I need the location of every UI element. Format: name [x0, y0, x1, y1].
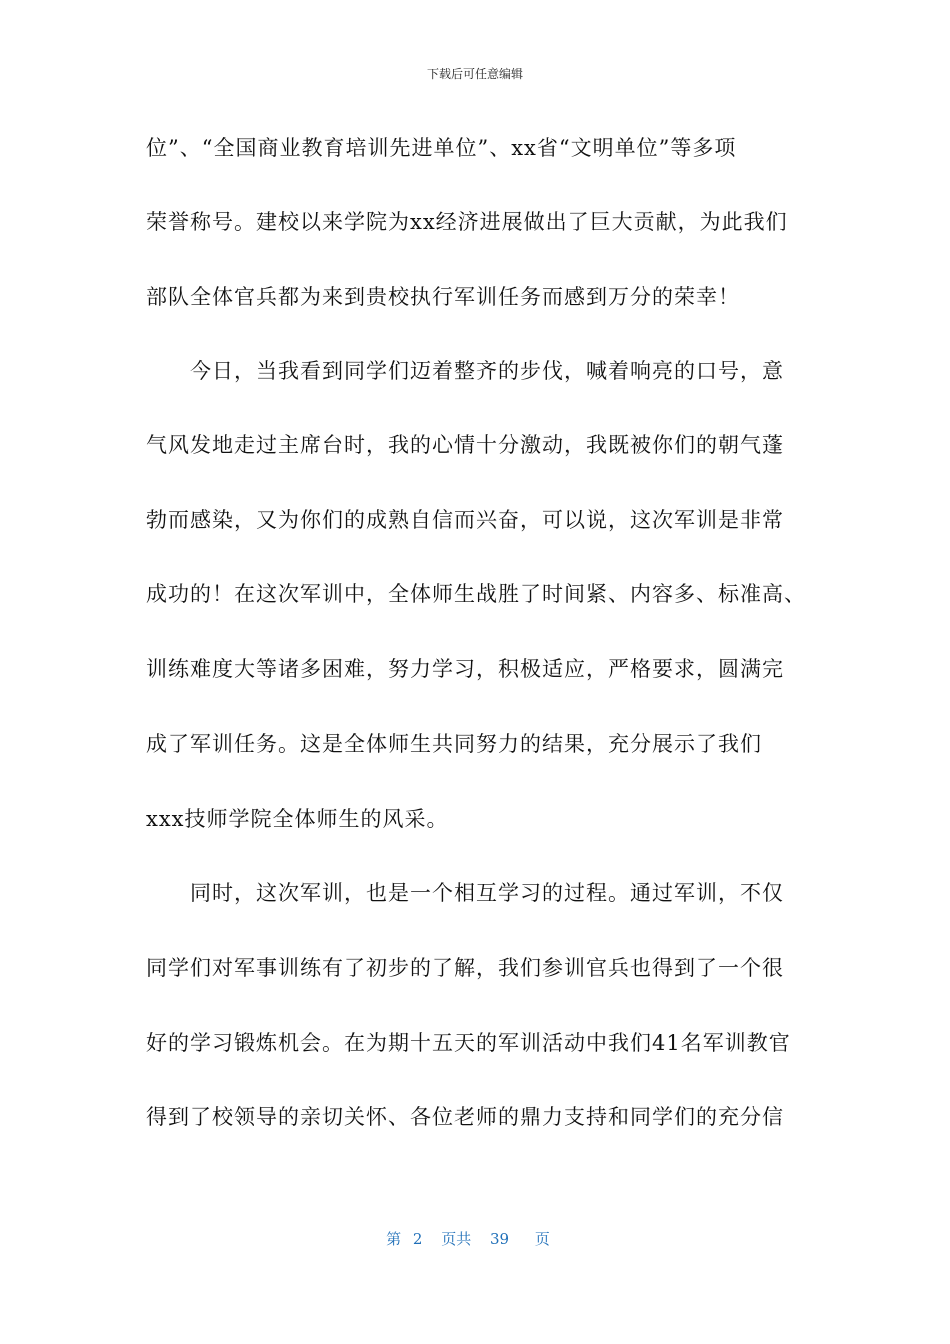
total-pages: 39 — [490, 1230, 510, 1248]
body-line: 勃而感染，又为你们的成熟自信而兴奋，可以说，这次军训是非常 — [146, 508, 784, 532]
paragraph-start-line: 今日，当我看到同学们迈着整齐的步伐，喊着响亮的口号，意 — [190, 359, 784, 383]
body-line: 荣誉称号。建校以来学院为xx经济进展做出了巨大贡献，为此我们 — [146, 210, 788, 234]
body-line: 好的学习锻炼机会。在为期十五天的军训活动中我们41名军训教官 — [146, 1031, 791, 1055]
page-number: 2 — [412, 1230, 423, 1248]
header-text: 下载后可任意编辑 — [426, 67, 523, 81]
body-line: 位”、“全国商业教育培训先进单位”、xx省“文明单位”等多项 — [146, 136, 737, 160]
page-label-pre: 第 — [386, 1230, 402, 1248]
page-label-mid: 页共 — [441, 1230, 472, 1248]
body-line: xxx技师学院全体师生的风采。 — [146, 807, 449, 831]
body-line: 部队全体官兵都为来到贵校执行军训任务而感到万分的荣幸！ — [146, 285, 740, 309]
page-label-post: 页 — [534, 1230, 550, 1248]
page-footer — [0, 1229, 950, 1249]
body-line: 得到了校领导的亲切关怀、各位老师的鼎力支持和同学们的充分信 — [146, 1105, 784, 1129]
body-line: 成功的！在这次军训中，全体师生战胜了时间紧、内容多、标准高、 — [146, 582, 806, 606]
body-line: 训练难度大等诸多困难，努力学习，积极适应，严格要求，圆满完 — [146, 657, 784, 681]
body-line: 气风发地走过主席台时，我的心情十分激动，我既被你们的朝气蓬 — [146, 433, 784, 457]
paragraph-start-line: 同时，这次军训，也是一个相互学习的过程。通过军训，不仅 — [190, 881, 784, 905]
body-line: 同学们对军事训练有了初步的了解，我们参训官兵也得到了一个很 — [146, 956, 784, 980]
body-line: 成了军训任务。这是全体师生共同努力的结果，充分展示了我们 — [146, 732, 762, 756]
